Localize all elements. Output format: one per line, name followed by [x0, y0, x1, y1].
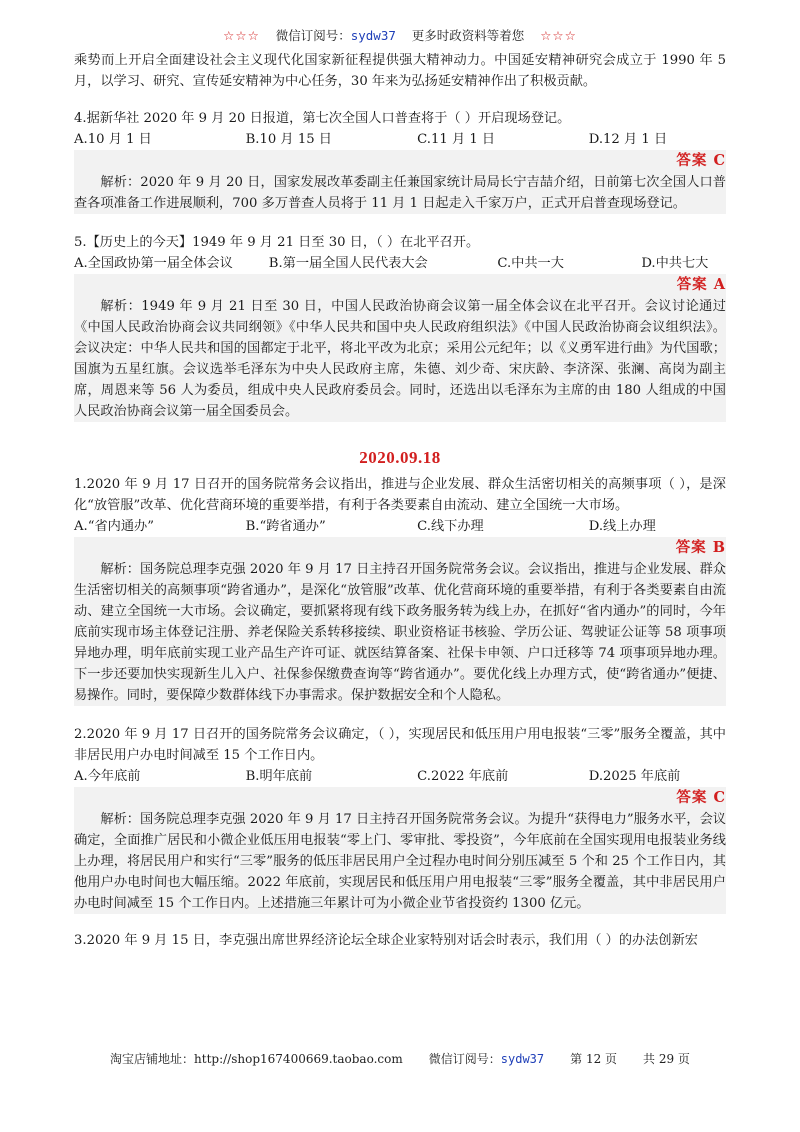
- footer-page-number: 第 12 页: [570, 1052, 618, 1066]
- option-d: D.12 月 1 日: [588, 132, 668, 147]
- answer-label: 答案 B: [74, 537, 726, 559]
- header-prefix: 微信订阅号：: [275, 28, 351, 43]
- option-d: D.线上办理: [588, 519, 656, 534]
- option-a: A.今年底前: [74, 769, 141, 784]
- answer-label: 答案 C: [74, 787, 726, 809]
- option-c: C.中共一大: [497, 256, 564, 271]
- page-header: [0, 26, 800, 44]
- footer-sub-account: sydw37: [500, 1052, 545, 1066]
- question-stem: 2.2020 年 9 月 17 日召开的国务院常务会议确定，（ ），实现居民和低压用户用电报装“三零”服务全覆盖，其中非居民用户办电时间减至 15 个工作日内。: [74, 727, 726, 763]
- option-b: B.明年底前: [245, 769, 313, 784]
- question-options: [74, 253, 726, 274]
- option-d: D.中共七大: [641, 256, 709, 271]
- star-decoration-left: ☆☆☆: [223, 28, 260, 43]
- date-heading: 2020.09.18: [359, 448, 441, 467]
- option-b: B.“跨省通办”: [245, 519, 326, 534]
- star-decoration-right: ☆☆☆: [540, 28, 577, 43]
- question-3-stem: 3.2020 年 9 月 15 日，李克强出席世界经济论坛全球企业家特别对话会时表示，我们用（ ）的办法创新宏: [74, 933, 698, 948]
- option-a: A.“省内通办”: [74, 519, 154, 534]
- analysis-text: 解析：国务院总理李克强 2020 年 9 月 17 日主持召开国务院常务会议。会议指出，推进与企业发展、群众生活密切相关的高频事项“跨省通办”，是深化“放管服”改革、优化营商环境的重要举措，有利于各类要素自由流动、建立全国统一大市场。会议确定，要抓紧将现有线下政务服务转为线上办，在抓好“省内通办”的同时，今年底前实现市场主体登记注册、养老保险关系转移接续、职业资格证书核验、学历公证、驾驶证公证等 58 项事项异地办理，明年底前实现工业产品生产许可证、就医结算备案、社保卡申领、户口迁移等 74 项事项异地办理。下一步还要加快实现新生儿入户、社保参保缴费查询等“跨省通办”。要优化线上办理方式，使“跨省通办”便捷、易操作。同时，要保障少数群体线下办事需求。保护数据安全和个人隐私。: [74, 559, 726, 706]
- analysis-text: 解析：2020 年 9 月 20 日，国家发展改革委副主任兼国家统计局局长宁吉喆介绍，日前第七次全国人口普查各项准备工作进展顺利，700 多万普查人员将于 11 月 1 日起走入千家万户，正式开启普查现场登记。: [74, 172, 726, 214]
- question-stem: 1.2020 年 9 月 17 日召开的国务院常务会议指出，推进与企业发展、群众生活密切相关的高频事项（ ），是深化“放管服”改革、优化营商环境的重要举措，有利于各类要素自由流动、建立全国统一大市场。: [74, 477, 726, 513]
- option-c: C.2022 年底前: [417, 769, 509, 784]
- question-2: [74, 724, 726, 914]
- analysis-text: 解析：国务院总理李克强 2020 年 9 月 17 日主持召开国务院常务会议。为提升“获得电力”服务水平，会议确定，全面推广居民和小微企业低压用电报装“零上门、零审批、零投资”，今年底前在全国实现用电报装业务线上办理，将居民用户和实行“三零”服务的低压非居民用户全过程办电时间分别压减至 5 个和 25 个工作日内，其他用户办电时间也大幅压缩。2022 年底前，实现居民和低压用户用电报装“三零”服务全覆盖，其中非居民用户办电时间减至 15 个工作日内。上述措施三年累计可为小微企业节省投资约 1300 亿元。: [74, 809, 726, 914]
- footer-total-pages: 共 29 页: [643, 1052, 690, 1066]
- answer-label: 答案 A: [74, 274, 726, 296]
- question-options: [74, 766, 726, 787]
- page-footer: [0, 1050, 800, 1067]
- option-c: C.11 月 1 日: [417, 132, 496, 147]
- option-a: A.10 月 1 日: [74, 132, 152, 147]
- question-1: [74, 474, 726, 706]
- answer-label: 答案 C: [74, 150, 726, 172]
- header-account: sydw37: [350, 28, 396, 43]
- analysis-text: 解析：1949 年 9 月 21 日至 30 日，中国人民政治协商会议第一届全体会议在北平召开。会议讨论通过《中国人民政治协商会议共同纲领》《中华人民共和国中央人民政府组织法》《中国人民政治协商会议组织法》。会议决定：中华人民共和国的国都定于北平，将北平改为北京；采用公元纪年；以《义勇军进行曲》为代国歌；国旗为五星红旗。会议选举毛泽东为中央人民政府主席，朱德、刘少奇、宋庆龄、李济深、张澜、高岗为副主席，周恩来等 56 人为委员，组成中央人民政府委员会。同时，还选出以毛泽东为主席的由 180 人组成的中国人民政治协商会议第一届全国委员会。: [74, 296, 726, 422]
- intro-paragraph: 乘势而上开启全面建设社会主义现代化国家新征程提供强大精神动力。中国延安精神研究会成立于 1990 年 5 月，以学习、研究、宣传延安精神为中心任务，30 年来为弘扬延安精神作出了积极贡献。: [74, 53, 726, 89]
- footer-sub-prefix: 微信订阅号：: [428, 1052, 501, 1066]
- option-a: A.全国政协第一届全体会议: [74, 256, 233, 271]
- question-stem: 4.据新华社 2020 年 9 月 20 日报道，第七次全国人口普查将于（ ）开启现场登记。: [74, 111, 571, 126]
- option-b: B.第一届全国人民代表大会: [268, 256, 428, 271]
- footer-shop-link[interactable]: 淘宝店铺地址：http://shop167400669.taobao.com: [110, 1052, 403, 1066]
- option-d: D.2025 年底前: [588, 769, 681, 784]
- question-options: [74, 129, 726, 150]
- question-4: [74, 108, 726, 214]
- option-b: B.10 月 15 日: [245, 132, 332, 147]
- header-suffix: 更多时政资料等着您: [411, 28, 525, 43]
- question-options: [74, 516, 726, 537]
- option-c: C.线下办理: [417, 519, 484, 534]
- question-stem: 5.【历史上的今天】1949 年 9 月 21 日至 30 日，（ ）在北平召开。: [74, 235, 480, 250]
- footer-subscription: [429, 1050, 544, 1067]
- question-5: [74, 232, 726, 422]
- page-content: [74, 50, 726, 951]
